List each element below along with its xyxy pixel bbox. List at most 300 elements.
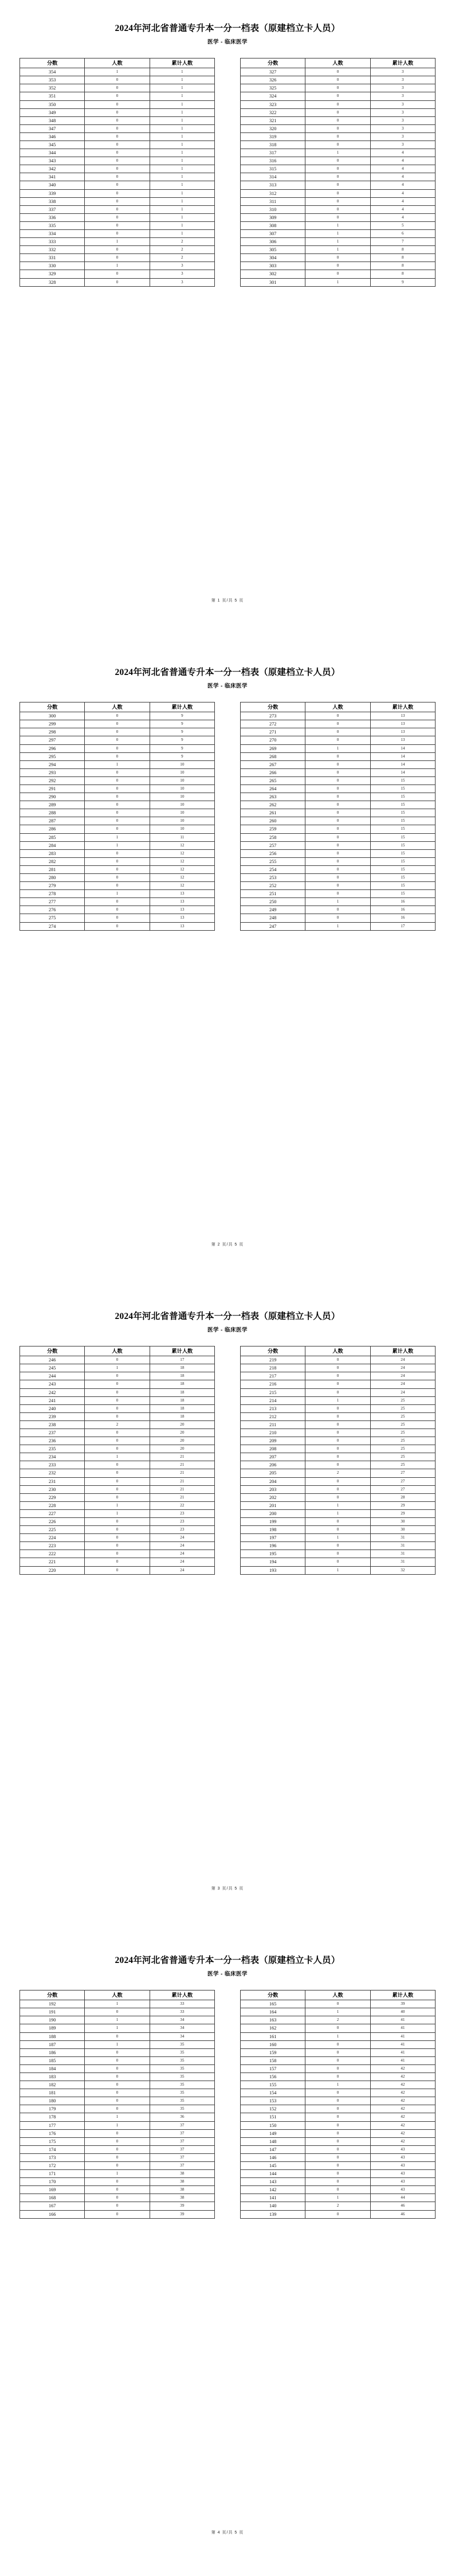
count-cell: 0 [85, 906, 150, 914]
score-cell: 351 [20, 92, 85, 100]
count-cell: 0 [85, 1388, 150, 1396]
count-cell: 1 [305, 238, 370, 246]
score-cell: 255 [241, 857, 305, 865]
score-cell: 331 [20, 254, 85, 262]
score-cell: 155 [241, 2081, 305, 2089]
count-cell: 0 [305, 2105, 370, 2113]
table-row [20, 278, 215, 286]
table-row [241, 712, 436, 720]
cum-cell: 30 [370, 1526, 435, 1534]
table-row [20, 906, 215, 914]
score-cell: 169 [20, 2186, 85, 2194]
cum-cell: 1 [150, 124, 214, 132]
cum-cell: 25 [370, 1404, 435, 1412]
score-cell: 149 [241, 2129, 305, 2137]
table-row [20, 108, 215, 116]
table-row [20, 1461, 215, 1469]
table-row [241, 784, 436, 793]
count-cell: 0 [305, 857, 370, 865]
cum-cell: 1 [150, 157, 214, 165]
cum-cell: 38 [150, 2186, 214, 2194]
cum-cell: 35 [150, 2097, 214, 2105]
cum-cell: 13 [150, 914, 214, 922]
cum-cell: 12 [150, 882, 214, 890]
count-cell: 0 [305, 92, 370, 100]
count-cell: 0 [305, 2153, 370, 2161]
table-row [241, 1518, 436, 1526]
score-cell: 225 [20, 1526, 85, 1534]
table-row [241, 857, 436, 865]
cum-cell: 13 [370, 720, 435, 728]
count-cell: 0 [85, 76, 150, 84]
count-cell: 1 [305, 1509, 370, 1517]
table-row [20, 1453, 215, 1461]
table-row [241, 1566, 436, 1574]
cum-cell: 4 [370, 197, 435, 205]
cum-cell: 25 [370, 1445, 435, 1453]
table-row [241, 914, 436, 922]
score-cell: 300 [20, 712, 85, 720]
score-cell: 280 [20, 874, 85, 882]
cum-cell: 18 [150, 1372, 214, 1380]
table-row [241, 768, 436, 776]
score-cell: 196 [241, 1542, 305, 1550]
score-cell: 323 [241, 100, 305, 108]
table-row [20, 1550, 215, 1558]
table-row [241, 2210, 436, 2218]
count-cell: 0 [305, 1380, 370, 1388]
score-cell: 352 [20, 84, 85, 92]
cum-cell: 39 [150, 2210, 214, 2218]
table-row [241, 92, 436, 100]
cum-cell: 35 [150, 2072, 214, 2081]
count-cell: 0 [85, 1396, 150, 1404]
table-row [241, 841, 436, 849]
cum-cell: 24 [150, 1566, 214, 1574]
cum-cell: 6 [370, 230, 435, 238]
count-cell: 0 [305, 108, 370, 116]
table-row [20, 890, 215, 898]
cum-cell: 10 [150, 768, 214, 776]
score-cell: 353 [20, 76, 85, 84]
score-cell: 171 [20, 2170, 85, 2178]
score-cell: 145 [241, 2162, 305, 2170]
count-cell: 0 [85, 165, 150, 173]
count-cell: 0 [305, 2089, 370, 2097]
count-cell: 1 [305, 1501, 370, 1509]
score-cell: 326 [241, 76, 305, 84]
cum-cell: 15 [370, 874, 435, 882]
score-cell: 268 [241, 752, 305, 760]
score-cell: 152 [241, 2105, 305, 2113]
score-cell: 153 [241, 2097, 305, 2105]
table-row [20, 1380, 215, 1388]
table-row [241, 1412, 436, 1420]
score-cell: 219 [241, 1356, 305, 1364]
count-cell: 1 [305, 221, 370, 229]
score-cell: 319 [241, 132, 305, 140]
table-row [241, 2000, 436, 2008]
score-cell: 314 [241, 173, 305, 181]
cum-cell: 37 [150, 2145, 214, 2153]
table-row [20, 874, 215, 882]
score-cell: 288 [20, 809, 85, 817]
count-cell: 2 [305, 2016, 370, 2024]
cum-cell: 21 [150, 1485, 214, 1493]
cum-cell: 5 [370, 221, 435, 229]
table-row [241, 262, 436, 270]
table-row [20, 1388, 215, 1396]
table-row [20, 221, 215, 229]
score-cell: 273 [241, 712, 305, 720]
cum-cell: 24 [370, 1388, 435, 1396]
count-cell: 0 [85, 1526, 150, 1534]
table-row [241, 1534, 436, 1542]
table-row [20, 92, 215, 100]
score-cell: 303 [241, 262, 305, 270]
count-cell: 0 [85, 197, 150, 205]
score-cell: 335 [20, 221, 85, 229]
table-row [20, 825, 215, 833]
cum-cell: 21 [150, 1453, 214, 1461]
table-row [20, 2064, 215, 2072]
count-cell: 0 [305, 1356, 370, 1364]
table-row [20, 189, 215, 197]
score-cell: 192 [20, 2000, 85, 2008]
table-row [20, 784, 215, 793]
score-cell: 250 [241, 898, 305, 906]
count-cell: 0 [85, 2145, 150, 2153]
table-row [20, 2056, 215, 2064]
page-footer: 第 1 页/共 5 页 [211, 599, 244, 603]
cum-cell: 1 [150, 213, 214, 221]
cum-cell: 7 [370, 238, 435, 246]
table-row [241, 2194, 436, 2202]
table-row [241, 181, 436, 189]
cum-cell: 1 [150, 108, 214, 116]
cum-cell: 21 [150, 1493, 214, 1501]
score-column-header: 分数 [20, 1346, 85, 1356]
cum-cell: 4 [370, 213, 435, 221]
count-cell: 0 [305, 2048, 370, 2056]
score-cell: 179 [20, 2105, 85, 2113]
cum-cell: 42 [370, 2072, 435, 2081]
table-row [241, 833, 436, 841]
cum-cell: 3 [150, 270, 214, 278]
count-cell: 0 [305, 116, 370, 124]
cum-cell: 43 [370, 2186, 435, 2194]
count-cell: 0 [85, 246, 150, 254]
score-cell: 298 [20, 728, 85, 736]
table-row [241, 2024, 436, 2032]
table-row [20, 2137, 215, 2145]
table-row [20, 2097, 215, 2105]
count-cell: 0 [85, 205, 150, 213]
score-cell: 236 [20, 1437, 85, 1445]
table-row [20, 1420, 215, 1428]
table-row [241, 906, 436, 914]
cum-cell: 9 [150, 744, 214, 752]
cum-cell: 25 [370, 1420, 435, 1428]
count-cell: 0 [305, 776, 370, 784]
cum-cell: 1 [150, 132, 214, 140]
cum-cell: 13 [150, 898, 214, 906]
table-row [20, 809, 215, 817]
cum-cell: 2 [150, 246, 214, 254]
cum-cell: 15 [370, 825, 435, 833]
score-cell: 269 [241, 744, 305, 752]
cum-cell: 10 [150, 809, 214, 817]
count-cell: 0 [85, 2105, 150, 2113]
score-cell: 244 [20, 1372, 85, 1380]
count-cell: 0 [85, 809, 150, 817]
count-cell: 0 [85, 801, 150, 809]
cumulative-column-header: 累计人数 [370, 702, 435, 712]
cum-cell: 14 [370, 744, 435, 752]
table-row [241, 213, 436, 221]
table-row [20, 1542, 215, 1550]
table-row [20, 1356, 215, 1364]
cumulative-column-header: 累计人数 [370, 58, 435, 68]
table-row [20, 76, 215, 84]
tables-container [19, 1346, 436, 1575]
count-cell: 1 [85, 2016, 150, 2024]
score-cell: 245 [20, 1364, 85, 1372]
count-cell: 0 [85, 2178, 150, 2186]
table-row [20, 922, 215, 930]
count-cell: 0 [85, 1477, 150, 1485]
cum-cell: 9 [150, 728, 214, 736]
count-cell: 0 [85, 752, 150, 760]
count-cell: 0 [85, 728, 150, 736]
cum-cell: 23 [150, 1526, 214, 1534]
table-row [241, 2072, 436, 2081]
score-cell: 175 [20, 2137, 85, 2145]
count-cell: 0 [85, 173, 150, 181]
table-row [241, 809, 436, 817]
cum-cell: 46 [370, 2210, 435, 2218]
table-row [20, 270, 215, 278]
count-cell: 0 [85, 221, 150, 229]
table-row [20, 246, 215, 254]
score-cell: 344 [20, 149, 85, 157]
cum-cell: 3 [150, 278, 214, 286]
table-row [20, 1558, 215, 1566]
cum-cell: 1 [150, 68, 214, 76]
cum-cell: 12 [150, 849, 214, 857]
score-cell: 213 [241, 1404, 305, 1412]
score-cell: 285 [20, 833, 85, 841]
table-row [20, 2129, 215, 2137]
cum-cell: 2 [150, 238, 214, 246]
score-cell: 292 [20, 776, 85, 784]
score-cell: 293 [20, 768, 85, 776]
cum-cell: 18 [150, 1404, 214, 1412]
score-cell: 320 [241, 124, 305, 132]
score-cell: 333 [20, 238, 85, 246]
score-cell: 217 [241, 1372, 305, 1380]
score-cell: 197 [241, 1534, 305, 1542]
cum-cell: 35 [150, 2089, 214, 2097]
table-row [20, 898, 215, 906]
cum-cell: 1 [150, 189, 214, 197]
count-cell: 0 [85, 2032, 150, 2040]
count-cell: 0 [85, 712, 150, 720]
table-row [241, 1404, 436, 1412]
count-cell: 0 [85, 720, 150, 728]
cum-cell: 29 [370, 1509, 435, 1517]
cum-cell: 15 [370, 849, 435, 857]
count-cell: 1 [85, 1509, 150, 1517]
score-cell: 186 [20, 2048, 85, 2056]
score-cell: 290 [20, 793, 85, 801]
count-cell: 0 [305, 1404, 370, 1412]
score-cell: 144 [241, 2170, 305, 2178]
table-row [20, 2210, 215, 2218]
cum-cell: 4 [370, 205, 435, 213]
score-table-right [240, 1346, 436, 1575]
cum-cell: 46 [370, 2202, 435, 2210]
count-column-header: 人数 [305, 58, 370, 68]
table-row [241, 1485, 436, 1493]
count-cell: 0 [305, 2121, 370, 2129]
cum-cell: 22 [150, 1501, 214, 1509]
cum-cell: 15 [370, 776, 435, 784]
cum-cell: 15 [370, 890, 435, 898]
score-column-header: 分数 [241, 702, 305, 712]
score-cell: 157 [241, 2064, 305, 2072]
count-cell: 0 [305, 2113, 370, 2121]
table-row [20, 2186, 215, 2194]
cum-cell: 4 [370, 149, 435, 157]
score-cell: 347 [20, 124, 85, 132]
score-cell: 281 [20, 865, 85, 873]
table-row [20, 1412, 215, 1420]
cum-cell: 24 [370, 1356, 435, 1364]
table-row [241, 2032, 436, 2040]
cum-cell: 20 [150, 1428, 214, 1437]
count-cell: 0 [305, 720, 370, 728]
score-cell: 229 [20, 1493, 85, 1501]
count-cell: 1 [85, 2000, 150, 2008]
cum-cell: 9 [150, 712, 214, 720]
table-row [241, 2202, 436, 2210]
cum-cell: 35 [150, 2048, 214, 2056]
table-row [20, 2040, 215, 2048]
cum-cell: 31 [370, 1550, 435, 1558]
cum-cell: 43 [370, 2162, 435, 2170]
table-row [241, 2121, 436, 2129]
count-cell: 0 [85, 2202, 150, 2210]
count-cell: 0 [305, 2137, 370, 2145]
cum-cell: 20 [150, 1420, 214, 1428]
score-cell: 204 [241, 1477, 305, 1485]
table-row [241, 865, 436, 873]
table-row [241, 2008, 436, 2016]
score-cell: 231 [20, 1477, 85, 1485]
score-cell: 321 [241, 116, 305, 124]
score-cell: 324 [241, 92, 305, 100]
cum-cell: 17 [370, 922, 435, 930]
count-cell: 2 [85, 1420, 150, 1428]
table-row [20, 238, 215, 246]
cum-cell: 9 [150, 736, 214, 744]
count-cell: 1 [305, 1566, 370, 1574]
count-cell: 0 [305, 833, 370, 841]
cum-cell: 3 [370, 76, 435, 84]
table-row [241, 157, 436, 165]
page-subtitle: 医学 - 临床医学 [207, 1327, 248, 1334]
count-cell: 1 [305, 149, 370, 157]
table-row [20, 841, 215, 849]
table-row [20, 865, 215, 873]
cum-cell: 25 [370, 1453, 435, 1461]
cum-cell: 14 [370, 760, 435, 768]
tables-container [19, 1990, 436, 2219]
cum-cell: 38 [150, 2178, 214, 2186]
cum-cell: 12 [150, 865, 214, 873]
table-row [20, 2145, 215, 2153]
cum-cell: 21 [150, 1469, 214, 1477]
cum-cell: 12 [150, 857, 214, 865]
score-cell: 161 [241, 2032, 305, 2040]
score-cell: 287 [20, 817, 85, 825]
count-cell: 2 [305, 2202, 370, 2210]
score-cell: 212 [241, 1412, 305, 1420]
score-cell: 342 [20, 165, 85, 173]
cum-cell: 42 [370, 2121, 435, 2129]
cum-cell: 1 [150, 230, 214, 238]
score-cell: 224 [20, 1534, 85, 1542]
count-cell: 0 [85, 2153, 150, 2161]
count-cell: 0 [85, 736, 150, 744]
count-cell: 0 [85, 784, 150, 793]
table-row [20, 1396, 215, 1404]
count-cell: 0 [305, 173, 370, 181]
table-row [241, 197, 436, 205]
cum-cell: 1 [150, 197, 214, 205]
cum-cell: 41 [370, 2048, 435, 2056]
count-cell: 0 [85, 744, 150, 752]
cumulative-column-header: 累计人数 [370, 1990, 435, 2000]
count-cell: 1 [305, 230, 370, 238]
score-cell: 223 [20, 1542, 85, 1550]
score-cell: 254 [241, 865, 305, 873]
table-row [241, 2145, 436, 2153]
count-cell: 0 [85, 922, 150, 930]
count-cell: 0 [305, 124, 370, 132]
document-page [0, 644, 455, 1288]
table-row [241, 2064, 436, 2072]
count-cell: 1 [305, 2081, 370, 2089]
table-row [20, 833, 215, 841]
score-table-right [240, 1990, 436, 2219]
table-row [20, 817, 215, 825]
score-cell: 154 [241, 2089, 305, 2097]
count-cell: 1 [85, 2040, 150, 2048]
table-row [20, 157, 215, 165]
page-title: 2024年河北省普通专升本一分一档表（原建档立卡人员） [115, 1956, 340, 1965]
count-cell: 0 [85, 108, 150, 116]
cum-cell: 3 [370, 116, 435, 124]
score-cell: 279 [20, 882, 85, 890]
count-cell: 0 [305, 1485, 370, 1493]
cum-cell: 12 [150, 841, 214, 849]
cum-cell: 41 [370, 2040, 435, 2048]
table-header-row [241, 58, 436, 68]
cum-cell: 35 [150, 2056, 214, 2064]
score-cell: 198 [241, 1526, 305, 1534]
